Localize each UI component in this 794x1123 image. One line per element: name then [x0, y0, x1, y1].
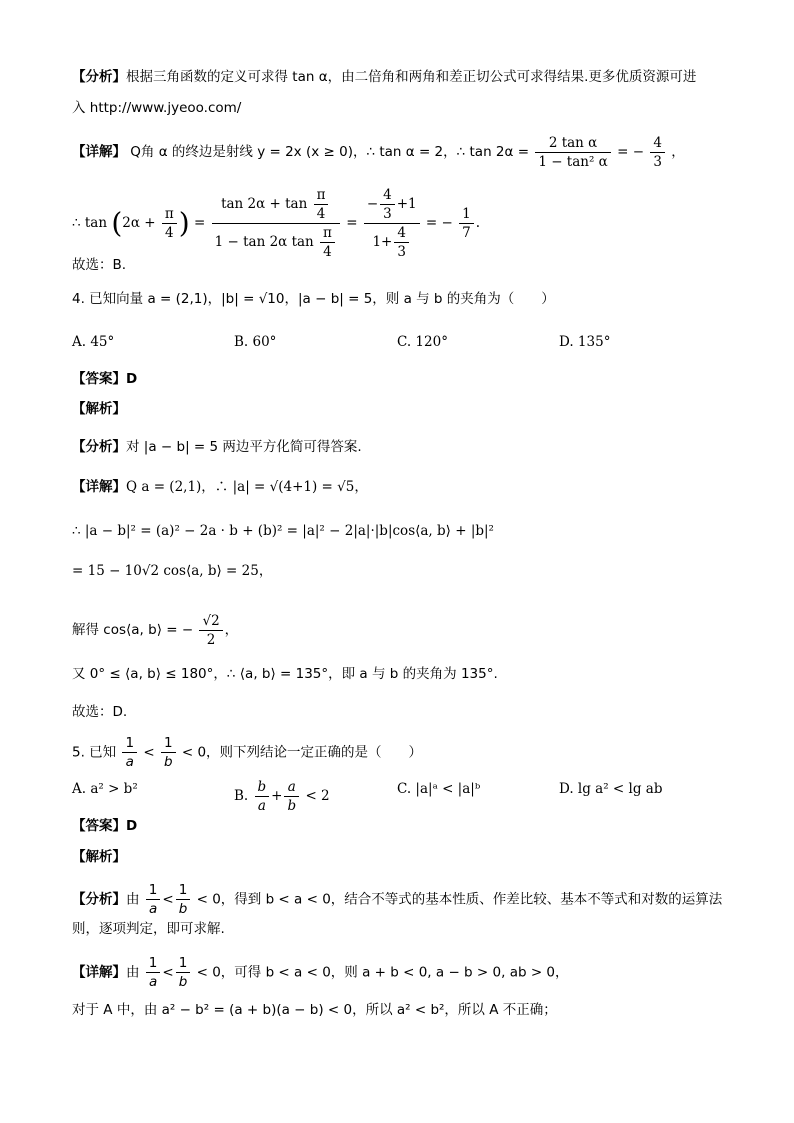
fraction-numerator	[364, 186, 420, 224]
detail-text: Q角 α 的终边是射线 y = 2x (x ≥ 0)，∴ tan α = 2，∴ tan 2α =	[130, 144, 530, 160]
detail-text: Q a = (2,1)，∴ |a| = √(4+1) = √5，	[126, 479, 368, 495]
fraction-denominator: b	[287, 798, 297, 814]
fraction-numerator: 1	[146, 881, 161, 900]
plus-one: +1	[396, 196, 417, 212]
fraction-numerator: π	[320, 224, 335, 243]
fraction-denominator: a	[125, 754, 134, 770]
fraction-numerator: 1	[161, 734, 176, 753]
fraction-denominator: 3	[383, 206, 392, 222]
detail-tag: 【详解】	[72, 964, 126, 981]
fraction-numerator: b	[255, 778, 270, 797]
fraction-1-a	[146, 881, 161, 918]
fraction-b-a	[255, 778, 270, 815]
option-d: D. lg a² < lg ab	[559, 781, 663, 797]
source-link[interactable]: 入 http://www.jyeoo.com/	[72, 100, 242, 116]
option-b: B. $\frac{b}{a}$ + $\frac{a}{b}$ < 2	[234, 779, 330, 814]
fraction-1-b	[161, 734, 176, 771]
fraction-1-7	[459, 205, 474, 242]
fraction-4-3	[650, 134, 665, 171]
fraction-sqrt2-2	[199, 612, 222, 649]
fraction-pi-4	[162, 205, 177, 242]
tan-prefix: ∴ tan	[72, 215, 108, 231]
paren-close: )	[178, 206, 190, 240]
minus: −	[366, 196, 379, 212]
comma: ，	[224, 622, 239, 638]
fraction-denominator: b	[178, 901, 188, 917]
analysis-post: < 0，得到 b < a < 0，结合不等式的基本性质、作差比较、基本不等式和对数的运算法	[196, 891, 723, 908]
fraction-tan2a	[535, 134, 610, 171]
option-c: C. 120°	[397, 334, 448, 350]
denominator-text: 1 − tan 2α tan	[214, 234, 314, 250]
fraction-denominator: b	[163, 754, 173, 770]
equals: =	[346, 215, 358, 231]
analysis-5-line-2: 则，逐项判定，即可求解.	[72, 921, 225, 937]
detail-4-line-1	[72, 476, 754, 498]
option-a: A. 45°	[72, 334, 115, 350]
question-pre: 5. 已知	[72, 744, 117, 761]
detail-text: 解得 cos⟨a, b⟩ = −	[72, 622, 194, 638]
fraction-1-b	[176, 954, 191, 991]
fraction-denominator: 3	[653, 154, 662, 170]
question-5: 5. 已知 $\frac{1}{a}$ < $\frac{1}{b}$ < 0，则下列结论一定正确的是（ ）	[72, 735, 423, 770]
option-label: B.	[234, 788, 249, 804]
fraction-denominator: a	[148, 901, 158, 917]
fraction-tan-sum	[212, 186, 340, 261]
analysis-text: 根据三角函数的定义可求得 tan α，由二倍角和两角和差正切公式可求得结果.更多优质资源可进	[126, 69, 697, 85]
fraction-numeric	[364, 186, 420, 261]
detail-5: 【详解】由 $\frac{1}{a}$ < $\frac{1}{b}$ < 0，可得 b < a < 0，则 a + b < 0, a − b > 0, ab > 0，	[72, 955, 569, 990]
fraction-denominator: 1 − tan² α	[538, 154, 608, 170]
detail-4-line-2: ∴ |a − b|² = (a)² − 2a · b + (b)² = |a|² − 2|a|·|b|cos⟨a, b⟩ + |b|²	[72, 523, 494, 539]
detail-post: < 0，可得 b < a < 0，则 a + b < 0, a − b > 0, ab > 0，	[196, 964, 569, 981]
fraction-denominator: 4	[165, 225, 174, 241]
equals-neg: = −	[425, 215, 453, 231]
fraction-denominator: a	[257, 798, 266, 814]
fraction-denominator: 7	[462, 225, 471, 241]
fraction-a-b	[284, 778, 299, 815]
one-plus: 1+	[372, 234, 393, 250]
jiexi-5: 【解析】	[72, 849, 126, 865]
fraction-numerator: 2 tan α	[535, 134, 610, 153]
fraction-denominator: b	[178, 974, 188, 990]
analysis-tag: 【分析】	[72, 69, 126, 85]
option-c: C. |a|ᵃ < |a|ᵇ	[397, 781, 481, 797]
numerator-text: tan 2α + tan	[221, 196, 308, 212]
choice-line-b: 故选：B.	[72, 257, 127, 273]
fraction-4-3-a	[380, 186, 395, 223]
detail-4-line-6: 故选：D.	[72, 704, 128, 720]
equals: =	[194, 215, 206, 231]
fraction-denominator: 3	[397, 244, 406, 260]
comma: ，	[671, 144, 685, 160]
jiexi-4: 【解析】	[72, 401, 126, 417]
fraction-denominator: a	[148, 974, 158, 990]
analysis-paragraph-1	[72, 66, 754, 88]
option-d: D. 135°	[559, 334, 611, 350]
fraction-numerator: √2	[199, 612, 222, 631]
detail-pre: 由	[126, 964, 140, 981]
fraction-1-a	[146, 954, 161, 991]
fraction-numerator: 1	[459, 205, 474, 224]
question-4: 4. 已知向量 a = (2,1)，|b| = √10，|a − b| = 5，则 a 与 b 的夹角为（ ）	[72, 291, 555, 307]
period: .	[475, 215, 481, 231]
answer-4: 【答案】D	[72, 371, 138, 387]
option-b: B. 60°	[234, 334, 277, 350]
detail-tag: 【详解】	[72, 144, 126, 160]
fraction-numerator	[212, 186, 340, 224]
fraction-numerator: 1	[176, 881, 191, 900]
detail-tag: 【详解】	[72, 479, 126, 495]
detail-4-line-4	[72, 612, 754, 649]
fraction-denominator: 2	[206, 632, 216, 648]
analysis-4	[72, 436, 754, 458]
detail-4-line-5: 又 0° ≤ ⟨a, b⟩ ≤ 180°，∴ ⟨a, b⟩ = 135°，即 a 与 b 的夹角为 135°.	[72, 666, 498, 682]
fraction-numerator: π	[314, 186, 329, 205]
fraction-numerator: 1	[146, 954, 161, 973]
fraction-numerator: 4	[380, 186, 395, 205]
fraction-pi-4-inner	[314, 186, 329, 223]
fraction-1-b	[176, 881, 191, 918]
answer-5: 【答案】D	[72, 818, 138, 834]
fraction-numerator: a	[284, 778, 299, 797]
option-tail: < 2	[305, 788, 330, 804]
analysis-tag: 【分析】	[72, 439, 126, 455]
fraction-denominator: 4	[323, 244, 332, 260]
detail-4-line-3: = 15 − 10√2 cos⟨a, b⟩ = 25，	[72, 563, 273, 579]
equals-neg: = −	[617, 144, 645, 160]
question-post: < 0，则下列结论一定正确的是（ ）	[181, 744, 423, 761]
detail-5-line-2: 对于 A 中，由 a² − b² = (a + b)(a − b) < 0，所以 a² < b²，所以 A 不正确；	[72, 1002, 557, 1018]
fraction-numerator: π	[162, 205, 177, 224]
paren-open: (	[111, 206, 123, 240]
fraction-1-a	[122, 734, 137, 771]
analysis-text: 对 |a − b| = 5 两边平方化简可得答案.	[126, 439, 362, 455]
analysis-tag: 【分析】	[72, 891, 126, 908]
fraction-denominator: 4	[316, 206, 326, 222]
option-a: A. a² > b²	[72, 781, 138, 797]
analysis-5: 【分析】由 $\frac{1}{a}$ < $\frac{1}{b}$ < 0，得到 b < a < 0，结合不等式的基本性质、作差比较、基本不等式和对数的运算法	[72, 882, 723, 917]
fraction-numerator: 4	[650, 134, 665, 153]
fraction-numerator: 4	[394, 224, 409, 243]
fraction-numerator: 1	[122, 734, 137, 753]
tan-sum-line	[72, 186, 754, 261]
detail-line-1	[72, 134, 754, 171]
tan-arg: 2α +	[122, 215, 156, 231]
fraction-numerator: 1	[176, 954, 191, 973]
analysis-link-line	[72, 97, 754, 119]
analysis-pre: 由	[126, 891, 140, 908]
